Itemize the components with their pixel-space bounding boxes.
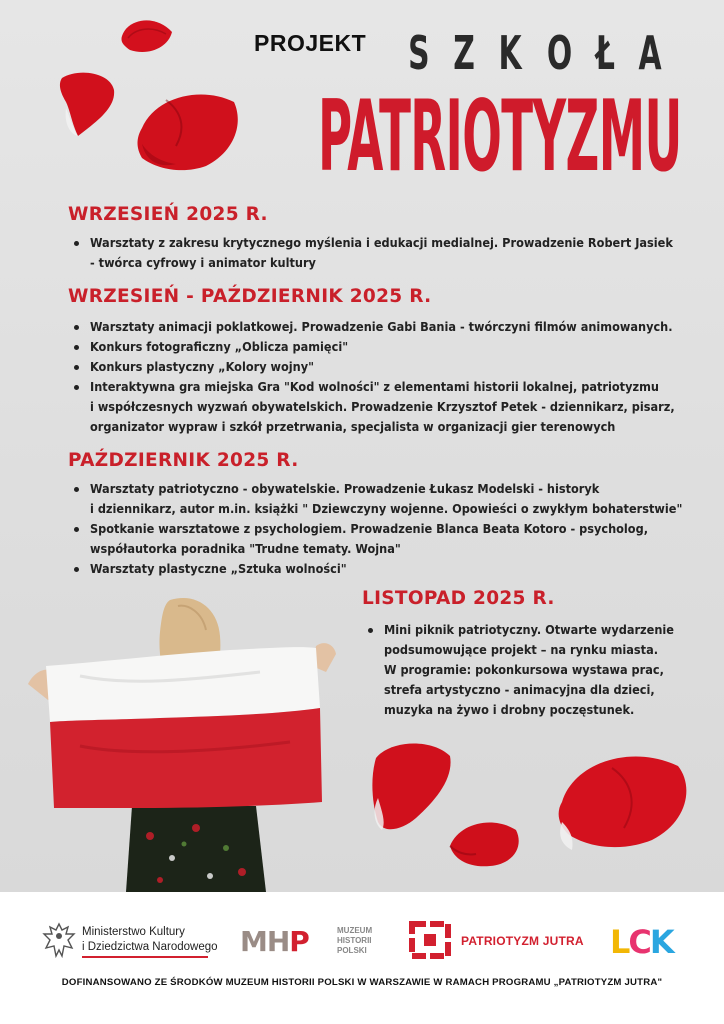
mkidn-line1: Ministerstwo Kultury: [82, 926, 185, 938]
mhp-text1: MUZEUM: [337, 926, 373, 935]
list-item-line: Warsztaty z zakresu krytycznego myślenia i edukacji medialnej. Prowadzenie Robert Jasiek: [90, 235, 673, 250]
szkola-letter: K: [498, 26, 522, 80]
mhp-logo-letters: [240, 925, 309, 958]
list-item-line: Spotkanie warsztatowe z psychologiem. Prowadzenie Blanca Beata Kotoro - psycholog,: [90, 521, 649, 536]
szkola-letter: A: [638, 26, 662, 80]
mhp-letters-mh: MH: [240, 925, 290, 958]
mhp-text3: POLSKI: [337, 946, 367, 955]
list-item-line: strefa artystyczno - animacyjna dla dzieci,: [384, 682, 655, 697]
polish-eagle-emblem-icon: [42, 922, 76, 958]
section-list-pazdziernik: [72, 479, 712, 579]
mkidn-underline: [82, 956, 208, 958]
mhp-logo-text: [337, 926, 372, 956]
list-item-line: W programie: pokonkursowa wystawa prac,: [384, 662, 664, 677]
list-item-line: i dziennikarz, autor m.in. książki " Dziewczyny wojenne. Opowieści o zwykłym bohaterstwie": [90, 501, 683, 516]
list-item-line: Mini piknik patriotyczny. Otwarte wydarzenie: [384, 622, 674, 637]
mkidn-logo-text: [82, 925, 218, 955]
list-item-line: - twórca cyfrowy i animator kultury: [90, 255, 316, 270]
list-item-line: Warsztaty patriotyczno - obywatelskie. Prowadzenie Łukasz Modelski - historyk: [90, 481, 600, 496]
lck-letter-c: C: [628, 923, 650, 961]
section-title-wrzesien: WRZESIEŃ 2025 R.: [68, 204, 268, 225]
lck-letter-k: K: [649, 923, 673, 961]
list-item: [72, 233, 712, 273]
szkola-letter: S: [408, 26, 430, 80]
list-item: [72, 559, 712, 579]
szkola-title: [404, 26, 666, 80]
rose-petal-1: [118, 14, 176, 56]
section-list-listopad: [366, 620, 706, 720]
list-item-line: Warsztaty animacji poklatkowej. Prowadzenie Gabi Bania - twórczyni filmów animowanych.: [90, 319, 673, 334]
list-item-line: Konkurs fotograficzny „Oblicza pamięci": [90, 339, 349, 354]
list-item: [366, 620, 706, 720]
list-item: [72, 357, 712, 377]
list-item: [72, 337, 712, 357]
patriotyzm-jutra-logo-text: PATRIOTYZM JUTRA: [461, 934, 584, 948]
section-title-listopad: LISTOPAD 2025 R.: [362, 588, 555, 609]
list-item: [72, 377, 712, 437]
lck-letter-l: L: [610, 923, 629, 961]
list-item: [72, 519, 712, 559]
girl-with-flag-photo: [20, 596, 350, 892]
section-title-wrzesien-pazdziernik: WRZESIEŃ - PAŹDZIERNIK 2025 R.: [68, 286, 432, 307]
section-list-wrzesien: [72, 233, 712, 273]
funding-note: DOFINANSOWANO ZE ŚRODKÓW MUZEUM HISTORII POLSKI W WARSZAWIE W RAMACH PROGRAMU „PATRIOTYZM JUTRA": [61, 977, 663, 988]
szkola-letter: Z: [453, 26, 475, 80]
rose-petal-6: [552, 748, 694, 852]
rose-petal-2: [56, 68, 118, 140]
mhp-text2: HISTORII: [337, 936, 372, 945]
list-item-line: współautorka poradnika "Trudne tematy. Wojna": [90, 541, 401, 556]
list-item: [72, 479, 712, 519]
projekt-label: PROJEKT: [254, 30, 367, 56]
list-item-line: Warsztaty plastyczne „Sztuka wolności": [90, 561, 347, 576]
list-item-line: i współczesnych wyzwań obywatelskich. Prowadzenie Krzysztof Petek - dziennikarz, pisarz,: [90, 399, 675, 414]
szkola-letter: O: [546, 26, 572, 80]
mkidn-line2: i Dziedzictwa Narodowego: [82, 941, 218, 953]
patriotyzmu-title: PATRIOTYZMU: [318, 80, 682, 194]
list-item-line: muzyka na żywo i drobny poczęstunek.: [384, 702, 635, 717]
rose-petal-5: [446, 816, 522, 868]
mhp-letter-p: P: [289, 925, 309, 958]
list-item-line: podsumowujące projekt – na rynku miasta.: [384, 642, 659, 657]
list-item-line: Konkurs plastyczny „Kolory wojny": [90, 359, 315, 374]
section-title-pazdziernik: PAŹDZIERNIK 2025 R.: [68, 450, 299, 471]
patriotyzm-jutra-logo-icon: [408, 920, 452, 960]
list-item-line: organizator wypraw i szkół przetrwania, specjalista w organizacji gier terenowych: [90, 419, 616, 434]
section-list-wrzesien-pazdziernik: [72, 317, 712, 437]
szkola-letter: Ł: [595, 26, 615, 80]
list-item-line: Interaktywna gra miejska Gra "Kod wolności" z elementami historii lokalnej, patriotyzmu: [90, 379, 659, 394]
rose-petal-4: [370, 738, 454, 836]
list-item: [72, 317, 712, 337]
rose-petal-3: [136, 88, 244, 174]
lck-logo: [610, 923, 673, 961]
